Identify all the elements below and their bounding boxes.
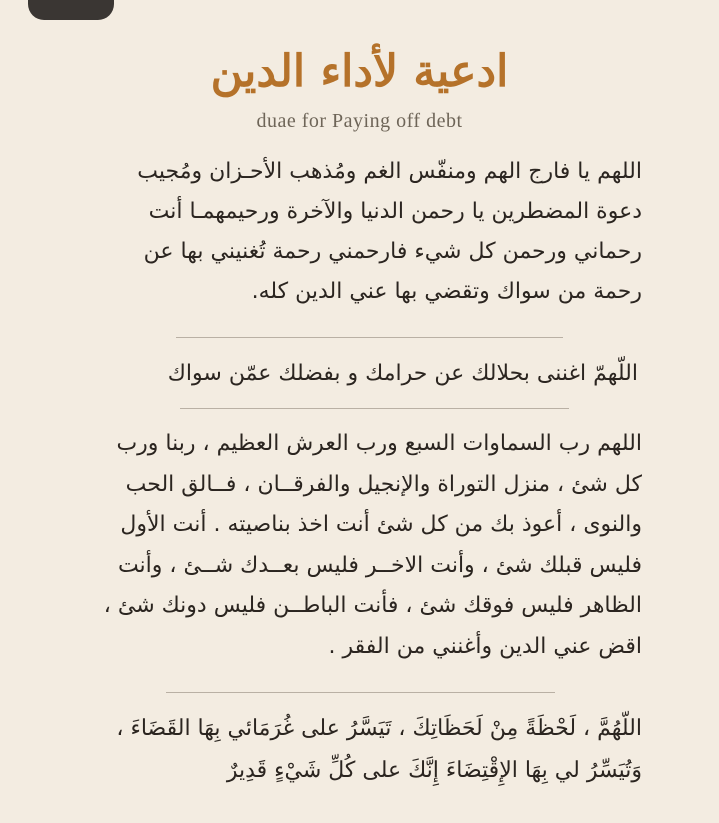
page-subtitle: duae for Paying off debt: [256, 110, 463, 132]
divider-3: [166, 692, 555, 693]
top-tab-handle: [28, 0, 114, 20]
dua-paragraph-3: اللهم رب السماوات السبع ورب العرش العظيم ، ربنا ورب كل شئ ، منزل التوراة والإنجيل والفرقــان ، فــالق الحب والنوى ، أعوذ بك من كل شئ أنت اخذ بناصيته . أنت الأول فليس قبلك شئ ، وأنت الاخــر فليس بعــدك شــئ ، وأنت الظاهر فليس فوقك شئ ، فأنت الباطــن فليس دونك شئ ، اقض عني الدين وأغنني من الفقر .: [103, 431, 642, 659]
page-title: ادعية لأداء الدين: [210, 46, 509, 97]
divider-1: [176, 337, 563, 338]
dua-paragraph-1: اللهم يا فارج الهم ومنفّس الغم ومُذهب الأحـزان ومُجيب دعوة المضطرين يا رحمن الدنيا والآخرة ورحيمهمـا أنت رحماني ورحمن كل شيء فارحمني رحمة تُغنيني بها عن رحمة من سواك وتقضي بها عني الدين كله.: [137, 159, 642, 304]
dua-paragraph-4: اللّهُمَّ ، لَحْظَةً مِنْ لَحَظَاتِكَ ، تَيَسَّرُ على غُرَمَائي بِهَا القَضَاءَ ، وَتُيَسِّرُ لي بِهَا الإِقْتِضَاءَ إِنَّكَ على كُلِّ شَيْءٍ قَدِيرٌ: [116, 716, 642, 783]
dua-paragraph-2: اللّهمّ اغننى بحلالك عن حرامك و بفضلك عمّن سواك: [167, 361, 638, 386]
divider-2: [180, 408, 569, 409]
